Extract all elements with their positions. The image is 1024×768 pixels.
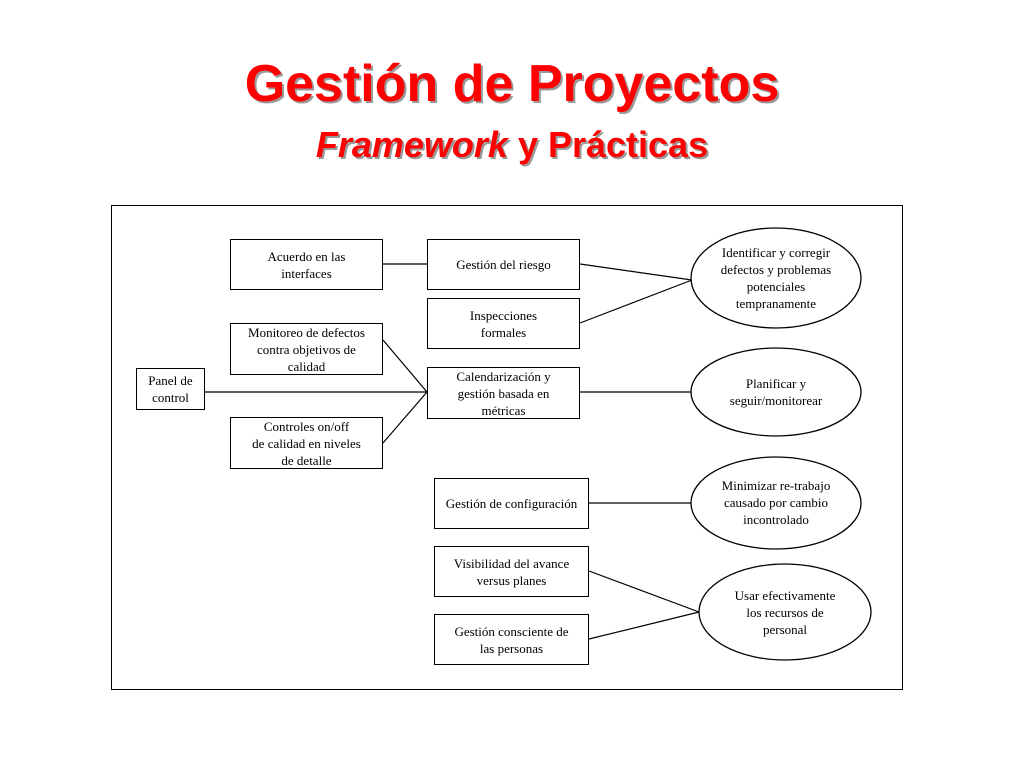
box-panel-control: Panel de control: [136, 368, 205, 410]
goal-minimizar-text: Minimizar re-trabajo causado por cambio incontrolado: [721, 477, 831, 527]
box-gestion-configuracion: Gestión de configuración: [434, 478, 589, 529]
subtitle-rest: y Prácticas: [507, 124, 709, 165]
connector-controles-calendarizacion: [383, 392, 427, 443]
connector-personas-usar: [589, 612, 699, 639]
connector-inspecciones-identificar: [580, 280, 692, 323]
goal-usar-text: Usar efectivamente los recursos de personal: [734, 587, 836, 637]
box-controles-calidad: Controles on/off de calidad en niveles de detalle: [230, 417, 383, 469]
slide-title: Gestión de Proyectos: [244, 55, 780, 113]
connector-riesgo-identificar: [580, 264, 692, 280]
box-gestion-riesgo: Gestión del riesgo: [427, 239, 580, 290]
box-inspecciones-formales: Inspecciones formales: [427, 298, 580, 349]
goal-identificar-text: Identificar y corregir defectos y problemas potenciales tempranamente: [720, 245, 832, 311]
box-gestion-personas: Gestión consciente de las personas: [434, 614, 589, 665]
subtitle-italic: Framework: [315, 124, 508, 165]
goal-planificar-text: Planificar y seguir/monitorear: [729, 376, 823, 408]
box-calendarizacion: Calendarización y gestión basada en métricas: [427, 367, 580, 419]
box-visibilidad-avance: Visibilidad del avance versus planes: [434, 546, 589, 597]
box-monitoreo-defectos: Monitoreo de defectos contra objetivos de calidad: [230, 323, 383, 375]
box-acuerdo-interfaces: Acuerdo en las interfaces: [230, 239, 383, 290]
connector-monitoreo-calendarizacion: [383, 340, 427, 392]
connector-visibilidad-usar: [589, 571, 699, 612]
